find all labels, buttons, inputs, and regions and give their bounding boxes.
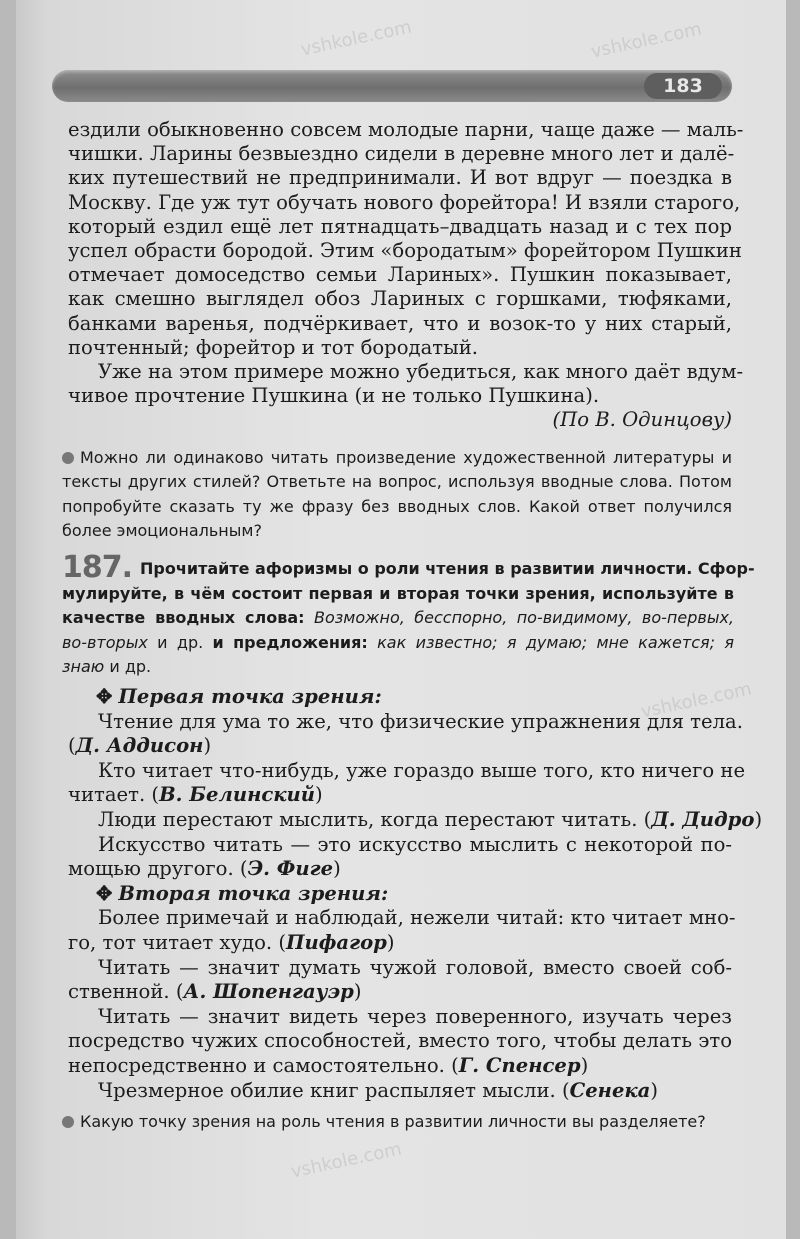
question-block: [62, 446, 732, 544]
watermark: vshkole.com: [289, 1138, 404, 1183]
diamond-icon: ✥: [96, 881, 113, 905]
question-line: Какую точку зрения на роль чтения в развитии личности вы разделяете?: [62, 1110, 732, 1134]
quote-line: Люди перестают мыслить, когда перестают читать. (Д. Дидро): [98, 807, 763, 831]
main-text: [68, 118, 744, 433]
quote-line: непосредственно и самостоятельно. (Г. Спенсер): [68, 1053, 589, 1077]
text-line: банками варенья, подчёркивает, что и возок-то у них старый,: [68, 311, 732, 335]
question-block: [62, 1110, 732, 1134]
text-line: чивое прочтение Пушкина (и не только Пушкина).: [68, 384, 600, 408]
text-line: как смешно выглядел обоз Лариных с горшками, тюфяками,: [68, 287, 732, 311]
watermark: vshkole.com: [639, 678, 754, 723]
quote-line: читает. (В. Белинский): [68, 783, 323, 807]
question-line: более эмоциональным?: [62, 521, 262, 541]
text-line: успел обрасти бородой. Этим «бородатым» форейтором Пушкин: [68, 239, 742, 263]
watermark: vshkole.com: [299, 16, 414, 61]
quote-line: го, тот читает худо. (Пифагор): [68, 930, 395, 954]
text-line: отмечает домоседство семьи Лариных». Пушкин показывает,: [68, 263, 732, 287]
quote-line: посредство чужих способностей, вместо того, чтобы делать это: [68, 1029, 732, 1053]
quote-line: Чрезмерное обилие книг распыляет мысли. (Сенека): [98, 1078, 659, 1102]
quote-line: Читать — значит видеть через поверенного, изучать через: [98, 1004, 732, 1028]
text-line: Москву. Где уж тут обучать нового форейтора! И взяли старого,: [68, 190, 741, 214]
bullet-icon: [62, 1116, 74, 1128]
question-line: попробуйте сказать ту же фразу без вводных слов. Какой ответ получился: [62, 496, 732, 516]
watermark: vshkole.com: [589, 18, 704, 63]
text-line: ких путешествий не предпринимали. И вот вдруг — поездка в: [68, 166, 732, 190]
exercise-number: 187.: [62, 550, 133, 585]
page-header-bar: [52, 70, 732, 102]
text-line: почтенный; форейтор и тот бородатый.: [68, 335, 478, 359]
quote-line: Читать — значит думать чужой головой, вместо своей соб-: [98, 955, 732, 979]
view-heading: ✥ Первая точка зрения:: [96, 685, 382, 708]
source-attribution: (По В. Одинцову): [552, 408, 732, 432]
text-line: ездили обыкновенно совсем молодые парни, чаще даже — маль-: [68, 118, 744, 141]
quote-line: мощью другого. (Э. Фиге): [68, 857, 341, 881]
exercise-187: 187. Прочитайте афоризмы о роли чтения в развитии личности. Сфор- мулируйте, в чём состоит первая и вторая точки зрения, используйте в качестве вводных слова: Возможно, бесспорно, по-видимому, во-первых, во-вторых и др. и предложения: как известно; я думаю; мне кажется; я знаю и др.: [62, 550, 755, 677]
question-line: тексты других стилей? Ответьте на вопрос, используя вводные слова. Потом: [62, 472, 732, 492]
diamond-icon: ✥: [96, 685, 113, 708]
question-line: Можно ли одинаково читать произведение художественной литературы и: [62, 446, 732, 470]
text-line: который ездил ещё лет пятнадцать–двадцать назад и с тех пор: [68, 214, 732, 238]
page-number: 183: [644, 73, 722, 99]
text-line: Уже на этом примере можно убедиться, как много даёт вдум-: [98, 360, 744, 384]
aphorisms: [68, 685, 763, 1103]
quote-line: Более примечай и наблюдай, нежели читай: кто читает мно-: [98, 906, 736, 930]
quote-line: ственной. (А. Шопенгауэр): [68, 980, 362, 1004]
quote-line: Чтение для ума то же, что физические упражнения для тела.: [98, 709, 743, 733]
quote-line: (Д. Аддисон): [68, 734, 212, 758]
text-line: чишки. Ларины безвыездно сидели в деревне много лет и далё-: [68, 142, 735, 166]
quote-line: Кто читает что-нибудь, уже гораздо выше того, кто ничего не: [98, 758, 746, 782]
view-heading: ✥ Вторая точка зрения:: [96, 881, 389, 905]
bullet-icon: [62, 452, 74, 464]
quote-line: Искусство читать — это искусство мыслить с некоторой по-: [98, 832, 732, 856]
